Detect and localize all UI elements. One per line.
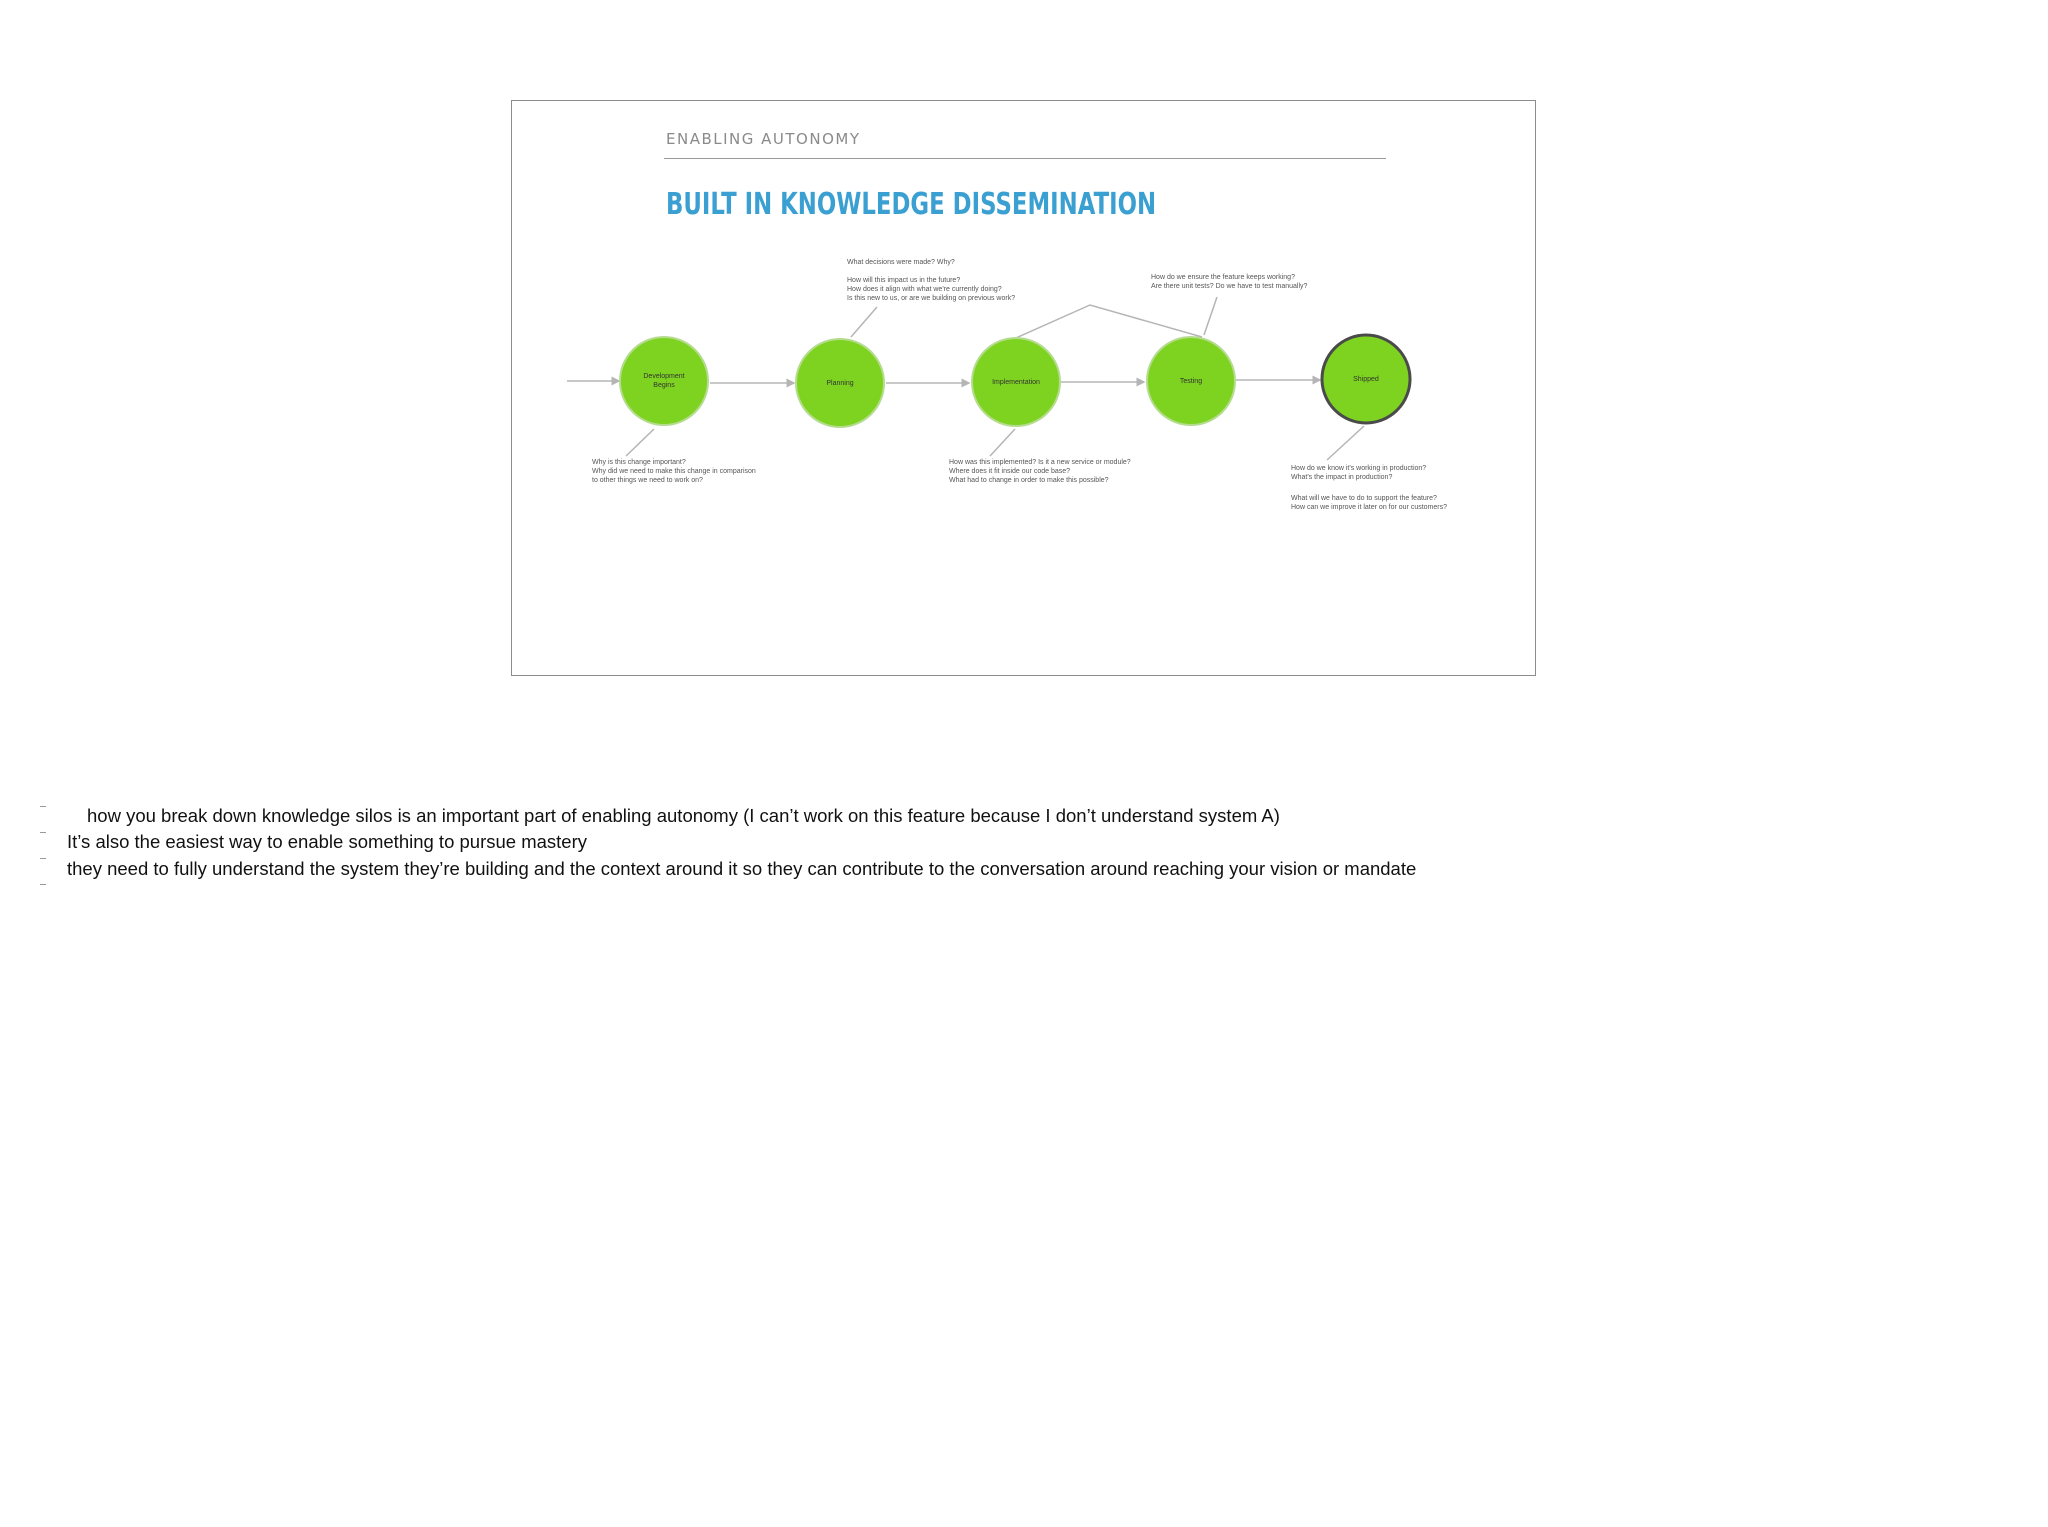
annotation-development	[592, 459, 756, 484]
node-label-shipped: Shipped	[1353, 376, 1379, 383]
node-development-begins	[620, 337, 708, 425]
node-label-planning: Planning	[826, 380, 854, 387]
annotation-text: What will we have to do to support the feature?	[1291, 495, 1437, 502]
annotation-text: How was this implemented? Is it a new service or module?	[949, 459, 1131, 466]
node-testing	[1147, 337, 1235, 425]
bullet-marker	[40, 832, 46, 833]
annotation-text: to other things we need to work on?	[592, 477, 703, 484]
annotation-text: What decisions were made? Why?	[847, 259, 955, 266]
annotation-text: What's the impact in production?	[1291, 474, 1393, 481]
speaker-note-3: they need to fully understand the system they’re building and the context around it so they can contribute to the conversation around reaching your vision or mandate	[67, 858, 1417, 879]
speaker-note-1: how you break down knowledge silos is an important part of enabling autonomy (I can’t work on this feature because I don’t understand system A)	[87, 805, 1280, 826]
bullet-marker	[40, 858, 46, 859]
annotation-text: How do we ensure the feature keeps working?	[1151, 274, 1295, 281]
annotation-text: Is this new to us, or are we building on previous work?	[847, 295, 1016, 302]
speaker-note-2: It’s also the easiest way to enable something to pursue mastery	[67, 831, 587, 852]
annotation-text: Why is this change important?	[592, 459, 686, 466]
bullet-marker	[40, 806, 46, 807]
slide-title: BUILT IN KNOWLEDGE DISSEMINATION	[666, 187, 1157, 222]
annotation-implementation	[949, 459, 1131, 484]
annotation-text: How do we know it's working in production?	[1291, 465, 1427, 472]
annotation-text: How will this impact us in the future?	[847, 277, 961, 284]
annotation-text: Are there unit tests? Do we have to test manually?	[1151, 283, 1308, 290]
node-planning	[796, 339, 884, 427]
annotation-text: What had to change in order to make this possible?	[949, 477, 1109, 484]
node-shipped	[1322, 335, 1410, 423]
node-implementation	[972, 338, 1060, 426]
annotation-shipped	[1291, 465, 1447, 511]
process-diagram	[512, 101, 1536, 676]
annotation-text: Why did we need to make this change in comparison	[592, 468, 756, 475]
node-label-implementation: Implementation	[992, 379, 1040, 386]
section-title: ENABLING AUTONOMY	[666, 130, 861, 148]
node-label-begins: Begins	[653, 382, 675, 389]
slide-thumbnail	[511, 100, 1536, 676]
annotation-testing	[1151, 274, 1308, 290]
node-label-testing: Testing	[1179, 378, 1203, 385]
annotation-text: Where does it fit inside our code base?	[949, 468, 1071, 475]
node-label-development: Development	[643, 373, 685, 380]
annotation-planning	[847, 259, 1015, 302]
annotation-text: How can we improve it later on for our customers?	[1291, 504, 1448, 511]
annotation-text: How does it align with what we're currently doing?	[847, 286, 1002, 293]
bullet-marker	[40, 884, 46, 885]
